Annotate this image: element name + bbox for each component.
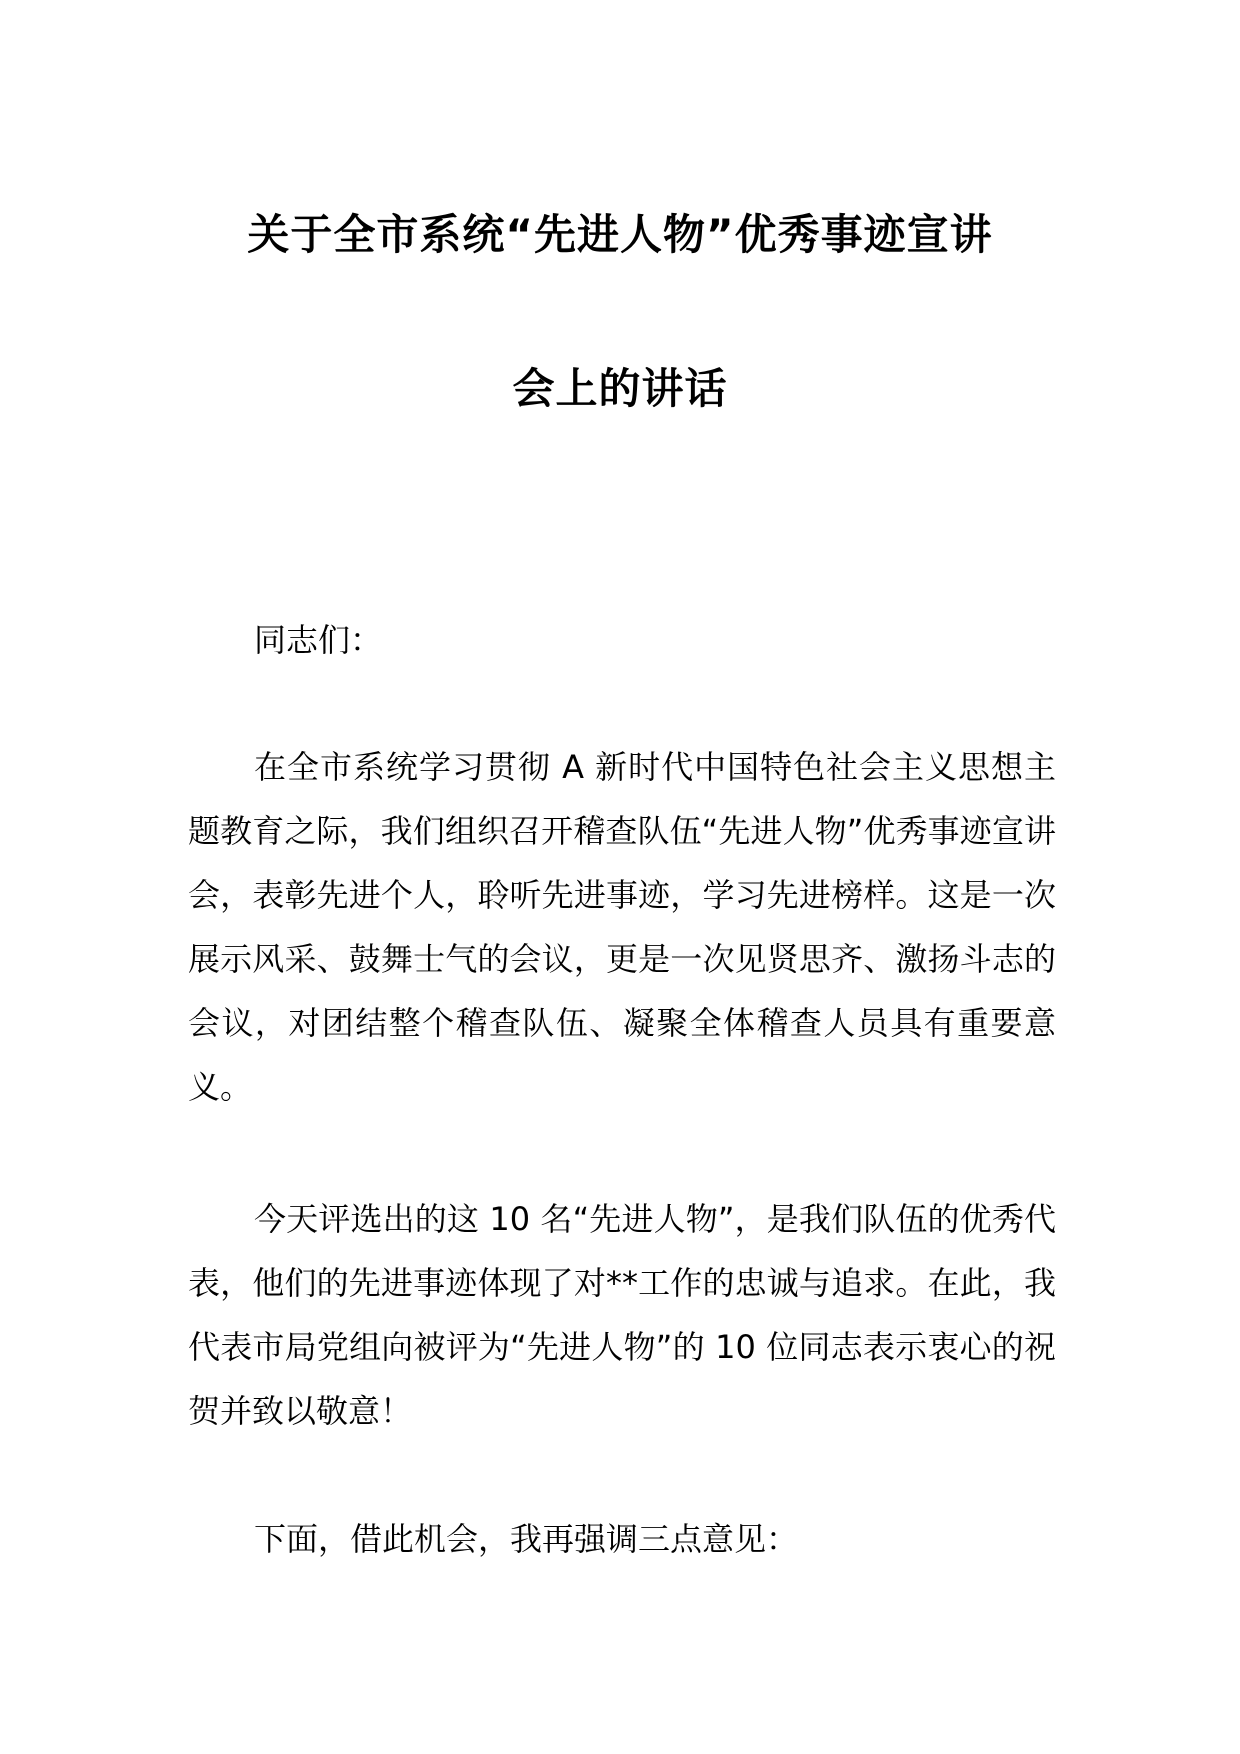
- document-title-line-2: 会上的讲话: [512, 364, 728, 413]
- document-title-line-1: 关于全市系统“先进人物”优秀事迹宣讲: [247, 210, 993, 259]
- body-paragraph-3: 下面，借此机会，我再强调三点意见：: [254, 1520, 799, 1558]
- body-paragraph-1: 在全市系统学习贯彻 A 新时代中国特色社会主义思想主题教育之际，我们组织召开稽查队伍“先进人物”优秀事迹宣讲会，表彰先进个人，聆听先进事迹，学习先进榜样。这是一次展示风采、鼓舞士气的会议，更是一次见贤思齐、激扬斗志的会议，对团结整个稽查队伍、凝聚全体稽查人员具有重要意义。: [188, 748, 1056, 1106]
- body-paragraph-2: 今天评选出的这 10 名“先进人物”，是我们队伍的优秀代表，他们的先进事迹体现了对**工作的忠诚与追求。在此，我代表市局党组向被评为“先进人物”的 10 位同志表示衷心的祝贺并致以敬意！: [188, 1200, 1056, 1430]
- greeting-paragraph: 同志们：: [254, 621, 383, 659]
